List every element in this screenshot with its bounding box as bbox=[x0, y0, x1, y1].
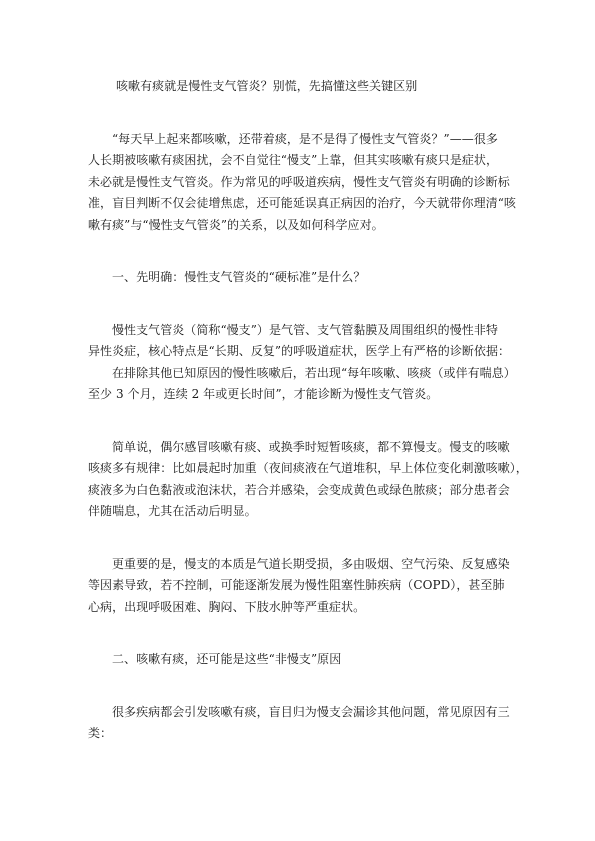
section1-paragraph-3 bbox=[88, 554, 510, 619]
section-heading-1: 一、先明确：慢性支气管炎的“硬标准”是什么？ bbox=[112, 270, 366, 284]
section1-paragraph-1 bbox=[88, 320, 516, 406]
paragraph-line: 在排除其他已知原因的慢性咳嗽后，若出现“每年咳嗽、咳痰（或伴有喘息） bbox=[112, 365, 516, 380]
article-title: 咳嗽有痰就是慢性支气管炎？别慌，先搞懂这些关键区别 bbox=[116, 79, 418, 93]
paragraph-line: 痰液多为白色黏液或泡沫状，若合并感染，会变成黄色或绿色脓痰；部分患者会 bbox=[88, 482, 510, 497]
paragraph-line: 更重要的是，慢支的本质是气道长期受损，多由吸烟、空气污染、反复感染 bbox=[112, 556, 510, 571]
paragraph-line: “每天早上起来都咳嗽，还带着痰，是不是得了慢性支气管炎？”——很多 bbox=[112, 131, 498, 146]
paragraph-line: 等因素导致，若不控制，可能逐渐发展为慢性阻塞性肺疾病（COPD），甚至肺 bbox=[88, 578, 505, 592]
paragraph-line: 咳痰多有规律：比如晨起时加重（夜间痰液在气道堆积，早上体位变化刺激咳嗽）， bbox=[88, 461, 528, 475]
paragraph-line: 嗽有痰”与“慢性支气管炎”的关系，以及如何科学应对。 bbox=[88, 217, 384, 232]
paragraph-line: 伴随喘息，尤其在活动后明显。 bbox=[88, 504, 257, 518]
paragraph-line: 异性炎症，核心特点是“长期、反复”的呼吸道症状，医学上有严格的诊断依据： bbox=[88, 344, 511, 358]
section1-paragraph-2 bbox=[88, 437, 528, 523]
paragraph-line: 简单说，偶尔感冒咳嗽有痰、或换季时短暂咳痰，都不算慢支。慢支的咳嗽 bbox=[112, 439, 510, 454]
section2-paragraph-1 bbox=[88, 702, 510, 745]
paragraph-line: 很多疾病都会引发咳嗽有痰，盲目归为慢支会漏诊其他问题，常见原因有三 bbox=[112, 704, 510, 719]
section-heading-2: 二、咳嗽有痰，还可能是这些“非慢支”原因 bbox=[112, 652, 342, 666]
intro-paragraph bbox=[88, 129, 516, 237]
paragraph-line: 慢性支气管炎（简称“慢支”）是气管、支气管黏膜及周围组织的慢性非特 bbox=[112, 322, 498, 337]
paragraph-line: 准，盲目判断不仅会徒增焦虑，还可能延误真正病因的治疗，今天就带你理清“咳 bbox=[88, 196, 516, 210]
paragraph-line: 未必就是慢性支气管炎。作为常见的呼吸道疾病，慢性支气管炎有明确的诊断标 bbox=[88, 174, 510, 189]
paragraph-line: 至少 3 个月，连续 2 年或更长时间”，才能诊断为慢性支气管炎。 bbox=[88, 387, 439, 401]
paragraph-line: 心病，出现呼吸困难、胸闷、下肢水肿等严重症状。 bbox=[88, 599, 366, 614]
paragraph-line: 类： bbox=[88, 726, 113, 740]
paragraph-line: 人长期被咳嗽有痰困扰，会不自觉往“慢支”上靠，但其实咳嗽有痰只是症状， bbox=[88, 153, 499, 167]
